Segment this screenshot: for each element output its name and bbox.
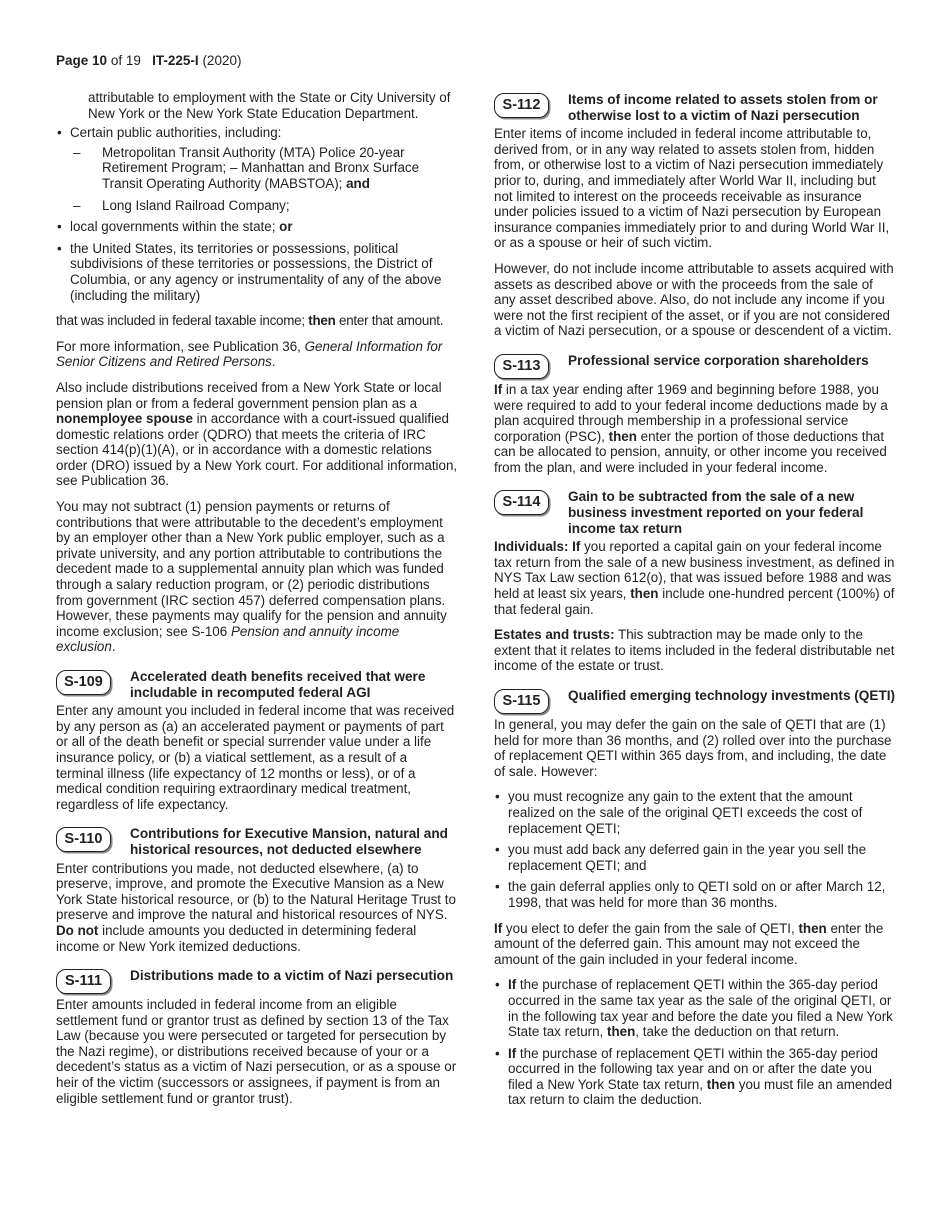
code-badge: S-112 [494, 93, 549, 118]
list-item [70, 145, 458, 192]
list-item: • the gain deferral applies only to QETI sold on or after March 12, 1998, that was held for more than 36 months. [494, 879, 896, 910]
s114-text-a: you reported a capital gain on your federal income tax return from the sale of a new business investment, as defined in NYS Tax Law section 612(o), that was issued before 1988 and was held at least six years, [494, 539, 895, 602]
s115-b5-then: then [706, 1076, 736, 1092]
s114-individuals [494, 539, 896, 617]
maynot-text-b: . [111, 639, 116, 655]
s115-p2-if: If [494, 920, 503, 936]
s115-b5-if: If [508, 1045, 517, 1061]
list-item: • you must recognize any gain to the extent that the amount realized on the sale of the original QETI exceeds the cost of replacement QETI; [494, 789, 896, 836]
list-item [70, 198, 458, 214]
list-item: • you must add back any deferred gain in the year you sell the replacement QETI; and [494, 842, 896, 873]
maynot-em: Pension and annuity income exclusion [56, 623, 400, 655]
section-title: Qualified emerging technology investments (QETI) [568, 688, 896, 703]
s115-p2-text-a: you elect to defer the gain from the sale of QETI, [505, 920, 795, 936]
s114-estates [494, 627, 896, 674]
code-badge: S-111 [56, 969, 111, 994]
s115-timing-list [494, 977, 896, 1108]
code-badge: S-109 [56, 670, 111, 695]
s114-estates-text: This subtraction may be made only to the extent that it relates to items included in the federal distributable net income of the estate or trust. [494, 627, 895, 674]
code-badge: S-113 [494, 354, 549, 379]
auth-sub1-text: Metropolitan Transit Authority (MTA) Police 20-year Retirement Program; – Manhattan and Bronx Surface Transit Operating Authority (MABSTOA); [102, 144, 420, 191]
included-paragraph [56, 313, 458, 329]
section-heading-s109 [56, 669, 458, 700]
section-heading-s110 [56, 826, 458, 857]
intro-continuation: attributable to employment with the State or City University of New York or the New York State Education Department. [88, 90, 451, 121]
list-item [494, 977, 896, 1039]
section-heading-s115 [494, 688, 896, 714]
s115-b5-text-b: you must file an amended tax return to claim the deduction. [508, 1076, 893, 1108]
s114-individuals-label: Individuals: [494, 539, 569, 555]
form-year: (2020) [202, 53, 242, 68]
s115-p2-text-b: enter the amount of the deferred gain. This amount may not exceed the amount of the gain included in your federal income. [494, 920, 884, 967]
s115-b4-then: then [607, 1024, 636, 1040]
s115-paragraph-1: In general, you may defer the gain on the sale of QETI that are (1) held for more than 36 months, and (2) rolled over into the purchase of replacement QETI within 365 days from, and including, the date of sale. However: [494, 717, 892, 779]
s113-body [494, 382, 896, 476]
section-title: Accelerated death benefits received that were includable in recomputed federal AGI [130, 669, 426, 700]
section-title: Gain to be subtracted from the sale of a new business investment reported on your federal income tax return [568, 489, 864, 536]
page-number: 10 [92, 53, 108, 68]
s115-b4-text-b: , take the deduction on that return. [635, 1024, 840, 1040]
also-text-a: Also include distributions received from a New York State or local pension plan or from a federal government pension plan as a [56, 379, 442, 411]
s110-text-a: Enter contributions you made, not deducted elsewhere, (a) to preserve, improve, and promote the Executive Mansion as a New York State historical resource, or (b) to the Natural Heritage Trust to preserve and improve the natural and historical resources of NYS. [56, 860, 456, 923]
also-text-b: in accordance with a court-issued qualified domestic relations order (QDRO) that meets the criteria of IRC section 414(p)(1)(A), or in accordance with a domestic relations order (DRO) issued by a New York court. For additional information, see Publication 36. [56, 411, 458, 489]
local-gov-or: or [279, 219, 293, 235]
auth-item-text: Certain public authorities, including: [70, 125, 282, 141]
right-column [494, 90, 896, 1118]
s109-body: Enter any amount you included in federal income that was received by any person as (a) an accelerated payment or payments of part or all of the death benefit or special surrender value under a life insurance policy, or (b) a viatical settlement, as a result of a terminal illness (life expectancy of 12 months or less), or of a medical condition requiring extraordinary medical treatment, regardless of life expectancy. [56, 703, 455, 812]
page-of-total: of 19 [110, 53, 141, 68]
moreinfo-text-b: . [271, 354, 276, 370]
auth-sub1-and: and [346, 175, 370, 191]
s110-body [56, 861, 458, 955]
section-heading-s113 [494, 353, 896, 379]
section-heading-s112 [494, 92, 896, 123]
may-not-paragraph [56, 499, 458, 655]
page-header [56, 53, 241, 69]
auth-sub2-text: Long Island Railroad Company; [102, 197, 290, 213]
publication-title: General Information for Senior Citizens and Retired Persons [56, 338, 443, 370]
included-text-a: that was included in federal taxable income; [56, 313, 305, 329]
s110-bold: Do not [56, 922, 99, 938]
s110-text-b: include amounts you deducted in determining federal income or New York itemized deductions. [56, 922, 417, 954]
s114-estates-label: Estates and trusts: [494, 627, 615, 643]
section-title: Distributions made to a victim of Nazi persecution [130, 968, 454, 984]
s115-b4-text-a: the purchase of replacement QETI within the 365-day period occurred in the same tax year as the sale of the original QETI, or in the following tax year and before the date you filed a New York State tax return, [508, 977, 893, 1040]
more-info-paragraph [56, 339, 458, 370]
authorities-list [56, 125, 458, 303]
s113-text-b: enter the portion of those deductions that can be allocated to pension, annuity, or other income you received from the plan, and were included in your federal income. [494, 428, 887, 475]
form-id: IT-225-I [152, 53, 199, 68]
section-heading-s114 [494, 489, 896, 536]
left-column [56, 90, 458, 1116]
s113-text-a: in a tax year ending after 1969 and beginning before 1988, you were required to add to your federal income deductions made by a plan acquired through membership in a professional service corporation (PSC), [494, 381, 888, 444]
maynot-text-a: You may not subtract (1) pension payments or returns of contributions that were attributable to the decedent’s employment by an employer other than a New York public employer, such as a private university, and any portion attributable to contributions the decedent made to a supplemental annuity plan which was funded through a salary reduction program, or (2) periodic distributions from government (IRC section 457) deferred compensation plans. However, these payments may qualify for the pension and annuity income exclusion; see S-106 [56, 499, 447, 639]
code-badge: S-114 [494, 490, 549, 515]
s113-then: then [608, 428, 637, 444]
also-bold: nonemployee spouse [56, 411, 193, 427]
list-item [56, 219, 458, 235]
s111-body: Enter amounts included in federal income from an eligible settlement fund or grantor trust as defined by section 13 of the Tax Law (because you were persecuted or targeted for persecution by the Nazi regime), or distributions received because of your or a decedent’s status as a victim of Nazi persecution, or as a spouse or heir of the victim (successors or assignees, if payment is from an eligible settlement fund or grantor trust). [56, 997, 457, 1106]
list-item [56, 125, 458, 213]
also-include-paragraph [56, 380, 458, 489]
s114-then: then [630, 586, 659, 602]
included-then: then [308, 313, 336, 329]
s115-conditions-list [494, 789, 896, 910]
s112-paragraph-2: However, do not include income attributable to assets acquired with assets as described above or with the proceeds from the sale of any asset described above. Also, do not include any income if you were not the first recipient of the asset, or if you are not considered a victim of Nazi persecution, or a spouse or descendent of a victim. [494, 260, 894, 339]
list-item [494, 1046, 896, 1108]
code-badge: S-115 [494, 689, 549, 714]
s115-paragraph-2 [494, 921, 896, 968]
included-text-b: enter that amount. [339, 313, 444, 329]
auth-sublist [70, 145, 458, 213]
s113-if: If [494, 381, 503, 397]
list-item [56, 241, 458, 303]
section-title: Contributions for Executive Mansion, natural and historical resources, not deducted elsewhere [130, 826, 448, 857]
s115-p2-then: then [798, 920, 827, 936]
section-heading-s111 [56, 968, 458, 994]
page-label: Page [56, 53, 89, 68]
local-gov-text: local governments within the state; [70, 219, 276, 235]
section-title: Professional service corporation shareholders [568, 352, 869, 368]
s115-b4-if: If [508, 977, 517, 993]
section-title: Items of income related to assets stolen from or otherwise lost to a victim of Nazi persecution [568, 92, 878, 123]
moreinfo-text-a: For more information, see Publication 36, [56, 338, 301, 354]
s115-b5-text-a: the purchase of replacement QETI within the 365-day period occurred in the following tax year and on or after the date you filed a New York State tax return, [508, 1045, 878, 1092]
us-item-text: the United States, its territories or possessions, political subdivisions of these territories or possessions, the District of Columbia, or any agency or instrumentality of any of the above (including the military) [70, 240, 442, 303]
s114-if: If [572, 539, 581, 555]
s112-paragraph-1: Enter items of income included in federal income attributable to, derived from, or in any way related to assets stolen from, hidden from, or otherwise lost to a victim of Nazi persecution immediately prior to, during, and immediately after World War II, including but not limited to interest on the proceeds receivable as insurance under policies issued to a victim of Nazi persecution by European insurance companies immediately prior to and during World War II, or as a spouse or heir of such victim. [494, 126, 890, 251]
s114-text-b: include one-hundred percent (100%) of that federal gain. [494, 586, 895, 617]
code-badge: S-110 [56, 827, 111, 852]
